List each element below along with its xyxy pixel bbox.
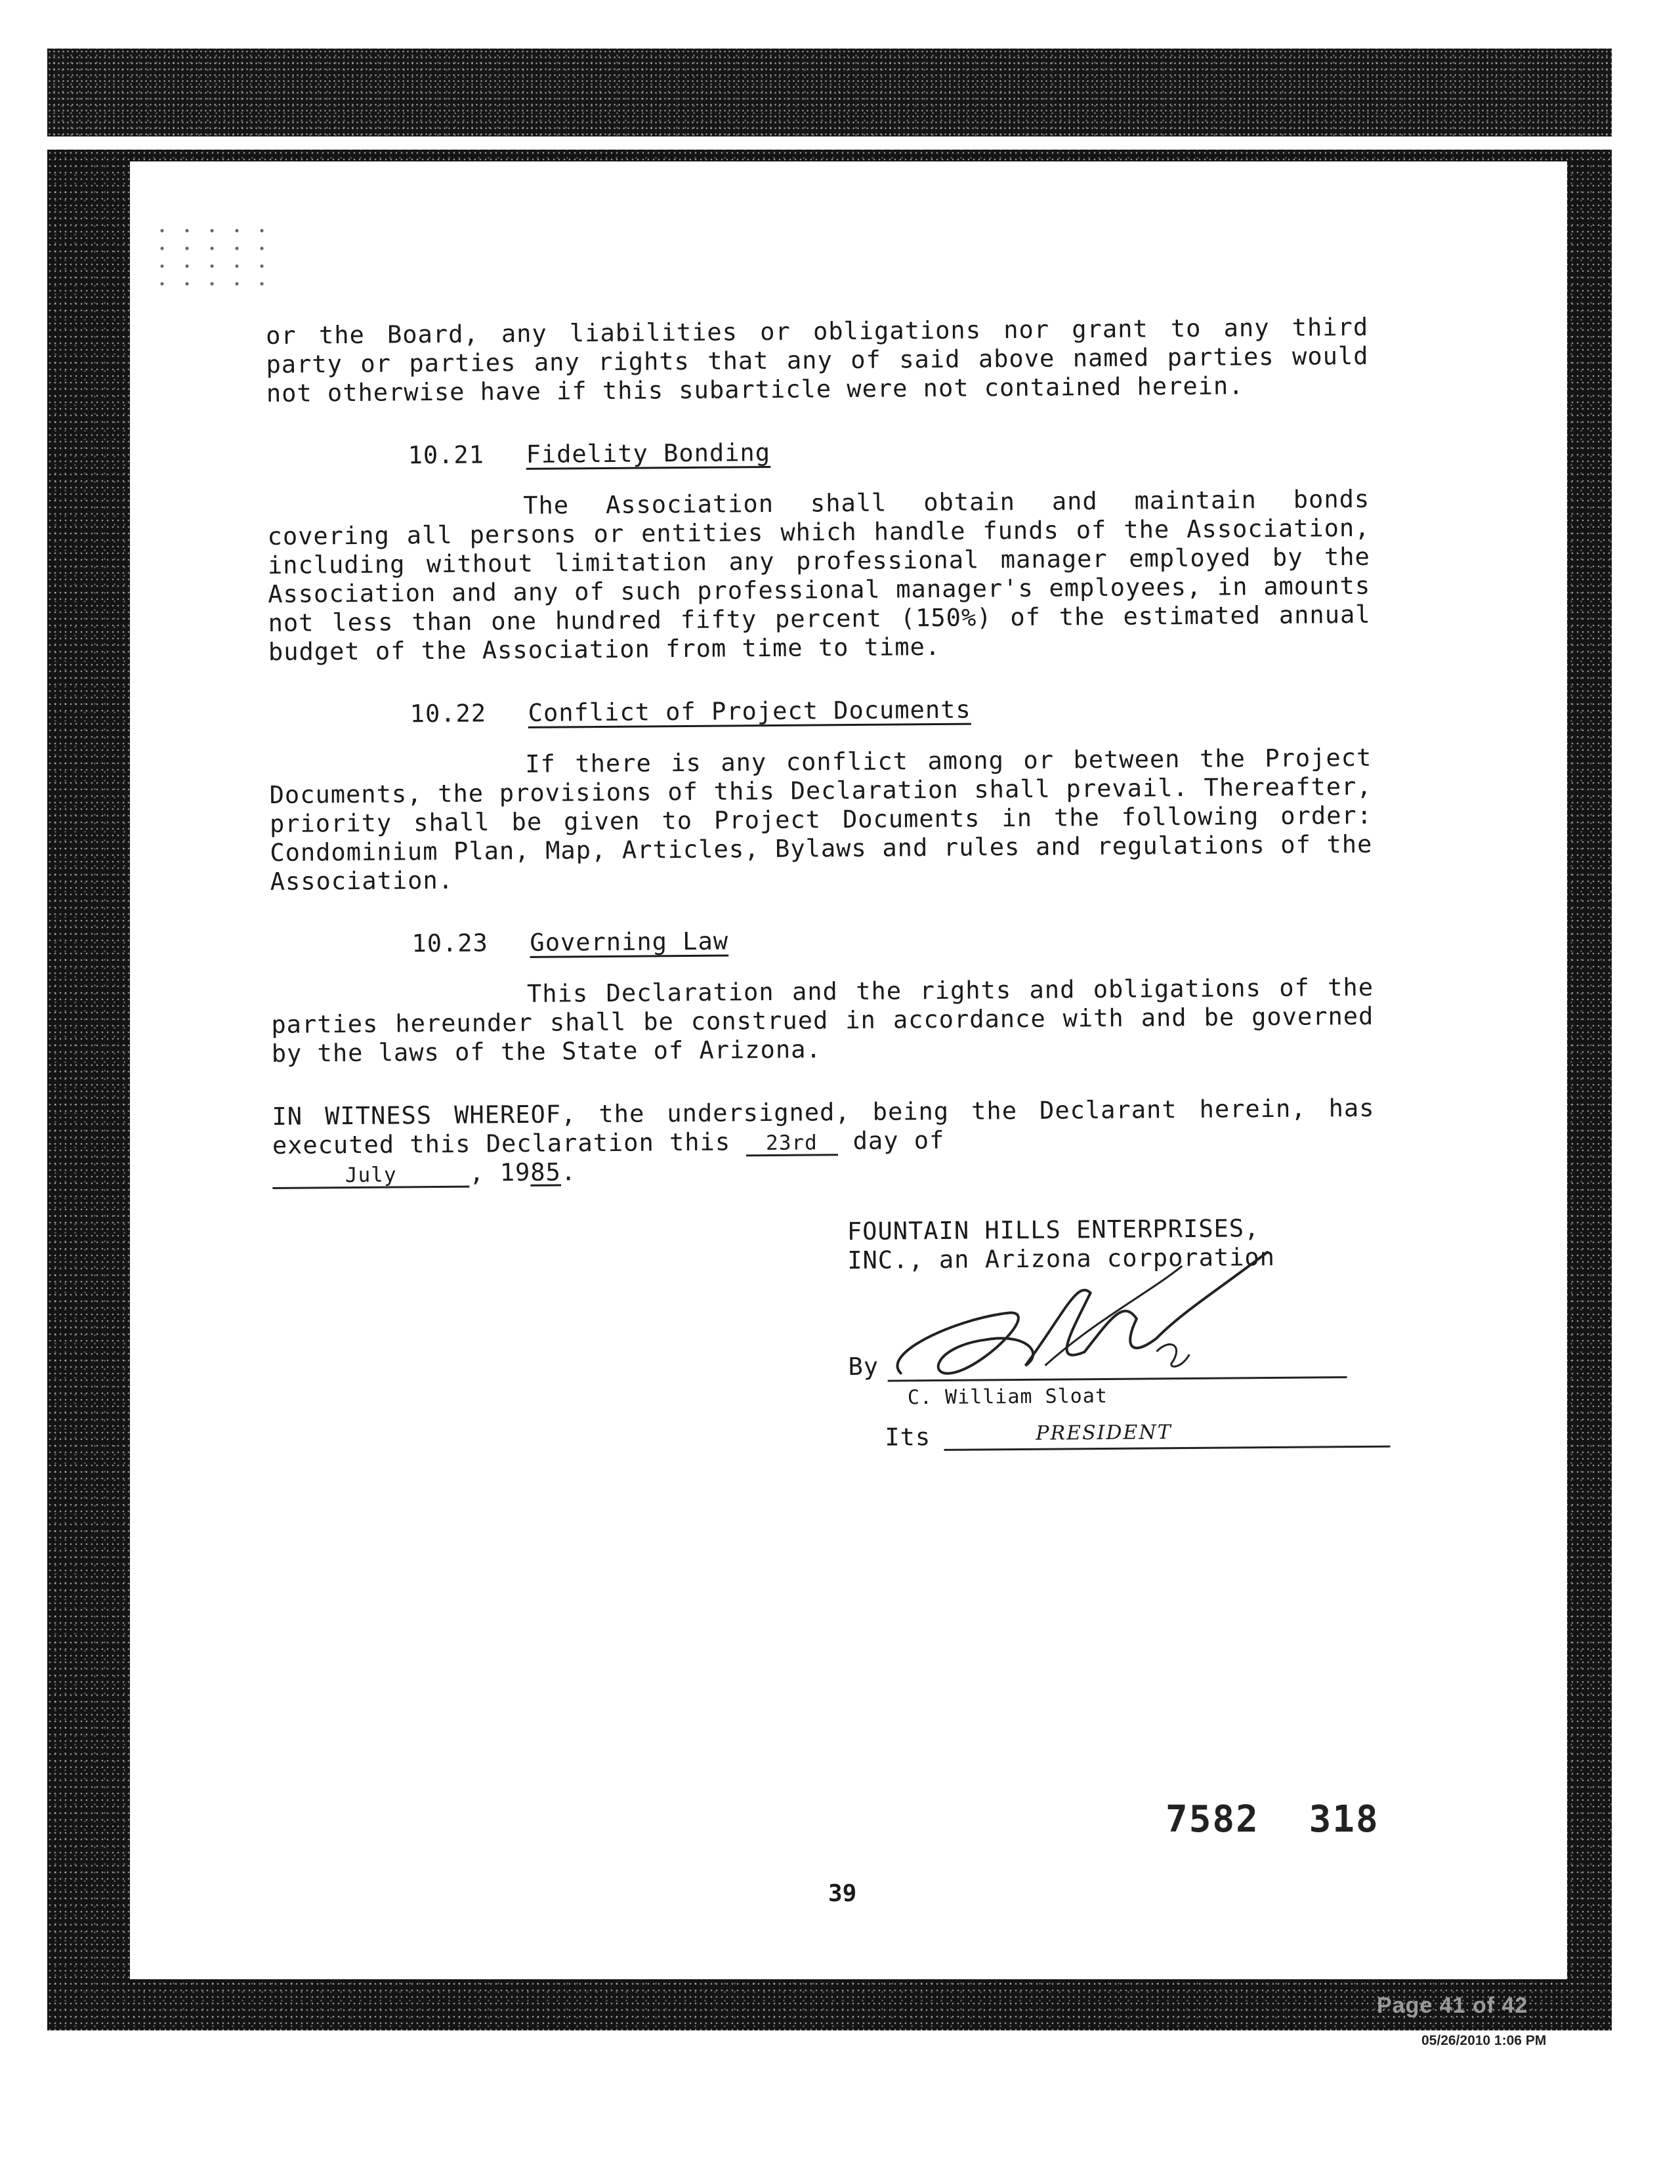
company-description: INC., an Arizona corporation (847, 1242, 1276, 1275)
section-title: Conflict of Project Documents (528, 695, 971, 727)
scan-gap (47, 136, 1612, 150)
witness-year-suffix: . (560, 1158, 577, 1186)
section-heading-10-21 (408, 434, 1369, 471)
signer-title: PRESIDENT (1036, 1421, 1172, 1445)
section-body-10-23: This Declaration and the rights and obligations of the parties hereunder shall be construed in accordance with and be governed by the laws of the State of Arizona. (271, 973, 1374, 1068)
signature-block (847, 1213, 1374, 1459)
witness-day-field: 23rd (746, 1131, 837, 1156)
opening-paragraph: or the Board, any liabilities or obligations nor grant to any third party or parties any rights that any of said above named parties would not otherwise have if this subarticle were not contained herein. (266, 312, 1369, 408)
page-of-watermark: Page 41 of 42 (1377, 1993, 1528, 2018)
print-timestamp: 05/26/2010 1:06 PM (1421, 2033, 1547, 2048)
scan-speckle (150, 222, 274, 287)
section-heading-10-23 (411, 922, 1373, 959)
section-number: 10.23 (411, 929, 489, 958)
section-number: 10.21 (408, 440, 485, 470)
signer-name: C. William Sloat (907, 1384, 1108, 1410)
document-body (266, 313, 1377, 1463)
section-heading-10-22 (410, 692, 1372, 729)
section-number: 10.22 (410, 699, 487, 728)
witness-year-field: 85 (530, 1158, 562, 1186)
witness-text: IN WITNESS WHEREOF, the undersigned, being the Declarant herein, has executed this Declaration this (272, 1093, 1375, 1160)
witness-year-prefix: , 19 (469, 1158, 531, 1187)
section-title: Fidelity Bonding (526, 438, 771, 469)
section-title: Governing Law (530, 927, 729, 957)
witness-clause (272, 1094, 1375, 1189)
scan-top-border (47, 49, 1612, 138)
page-number: 39 (828, 1880, 857, 1907)
its-label: Its (885, 1423, 931, 1452)
section-body-10-21: The Association shall obtain and maintain bonds covering all persons or entities which handle funds of the Association, including without limitation any professional manager employed by the Association and any of such professional manager's employees, in amounts not less than one hundred fifty percent (150%) of the estimated annual budget of the Association from time to time. (267, 484, 1371, 666)
by-label: By (848, 1352, 879, 1381)
signature-line (848, 1337, 1374, 1419)
witness-month-field: July (272, 1164, 469, 1189)
recording-page-number: 318 (1309, 1798, 1379, 1841)
company-name: FOUNTAIN HILLS ENTERPRISES, (847, 1214, 1260, 1246)
witness-text-day-of: day of (852, 1125, 945, 1156)
section-body-10-22: If there is any conflict among or between the Project Documents, the provisions of this Declaration shall prevail. Thereafter, priority shall be given to Project Documents in the following order: Condominium Plan, Map, Articles, Bylaws and rules and regulations of the Association. (269, 743, 1373, 896)
title-line (885, 1416, 1374, 1459)
book-number: 7582 (1166, 1798, 1259, 1841)
book-page-stamp (1166, 1798, 1379, 1841)
